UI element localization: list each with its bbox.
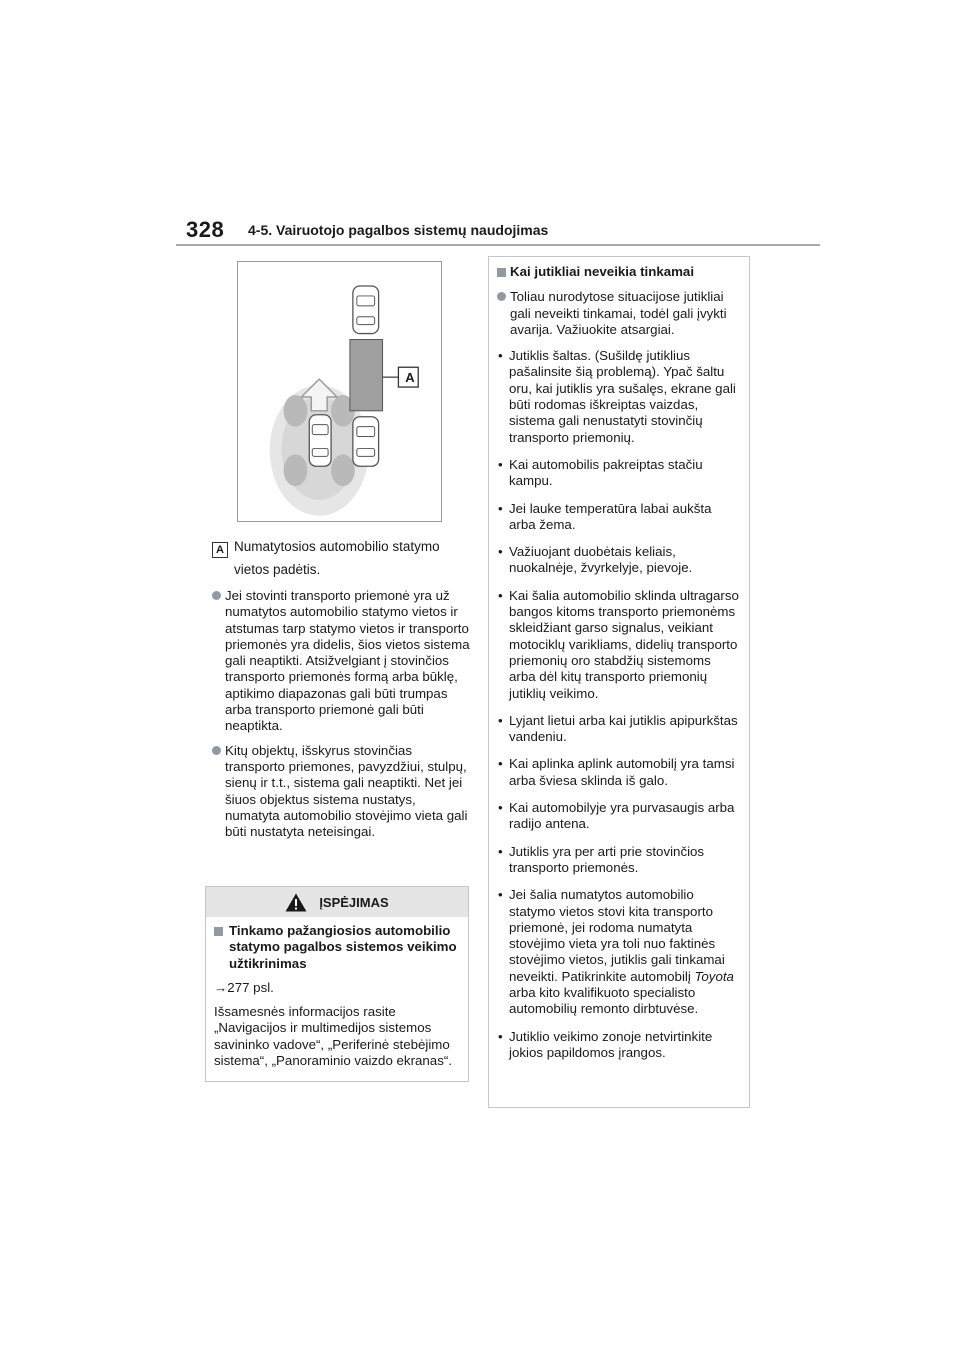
list-item: • Važiuojant duobėtais keliais, nuokalnėje, žvyrkelyje, pievoje.: [498, 544, 693, 576]
brand-name: Toyota: [694, 968, 734, 984]
left-bullet-list: [212, 588, 470, 848]
list-item: • Jutiklio veikimo zonoje netvirtinkite jokios papildomos įrangos.: [498, 1028, 713, 1060]
square-bullet-icon: [214, 927, 223, 936]
box-intro: Toliau nurodytose situacijose jutikliai gali neveikti tinkamai, todėl gali įvykti avarija. Važiuokite atsargiai.: [497, 289, 739, 338]
warning-box: [205, 886, 469, 1082]
list-item: • Jutiklis šaltas. (Sušildę jutiklius pašalinsite šią problemą). Ypač šaltu oru, kai jutiklis yra sušalęs, ekrane gali būti rodomas iškreiptas vaizdas, sistema gali nenustatyti stovinčių transporto priemonių.: [498, 348, 736, 445]
list-item: • Kai automobilyje yra purvasaugis arba radijo antena.: [498, 800, 735, 832]
figure-caption: [212, 535, 470, 581]
page-reference: →277 psl.: [214, 979, 274, 995]
box-heading: Kai jutikliai neveikia tinkamai: [497, 264, 739, 280]
bullet-dot-icon: [497, 292, 506, 301]
page-number: 328: [186, 217, 225, 242]
list-item: Kitų objektų, išskyrus stovinčias transporto priemones, pavyzdžiui, stulpų, sienų ir t.t., sistema gali neaptikti. Net jei šiuos objektus sistema nustatys, numatyta automobilio stovėjimo vieta gali būti nustatyta neteisingai.: [212, 743, 470, 841]
list-item: • Kai aplinka aplink automobilį yra tamsi arba šviesa sklinda iš galo.: [498, 756, 735, 788]
list-item: Jei stovinti transporto priemonė yra už numatytos automobilio statymo vietos ir atstumas tarp statymo vietos ir transporto priemonės yra didelis, šios vietos sistema gali neaptikti. Atsižvelgiant į stovinčios transporto priemonės formą arba būklę, aptikimo diapazonas gali būti trumpas arba transporto priemonė gali būti neaptikta.: [212, 588, 470, 735]
bullet-dot-icon: [212, 591, 221, 600]
list-item: • Lyjant lietui arba kai jutiklis apipurkštas vandeniu.: [498, 712, 738, 745]
bullet-dot-icon: [212, 746, 221, 755]
list-item: • Jei lauke temperatūra labai aukšta arba žema.: [498, 500, 712, 532]
list-item: • Kai automobilis pakreiptas stačiu kampu.: [498, 456, 703, 489]
warning-header: [206, 887, 468, 917]
page-header: [0, 0, 960, 250]
warning-title: ĮSPĖJIMAS: [319, 894, 389, 910]
caption-line-1: Numatytosios automobilio statymo: [234, 539, 440, 554]
warning-heading: Tinkamo pažangiosios automobilio statymo pagalbos sistemos veikimo užtikrinimas: [214, 923, 458, 972]
list-item: • Jutiklis yra per arti prie stovinčios transporto priemonės.: [498, 843, 705, 875]
square-bullet-icon: [497, 268, 506, 277]
list-item: • Kai šalia automobilio sklinda ultragarso bangos kitoms transporto priemonėms skleidžiant garso signalus, veikiant motociklų varikliams, didelių transporto priemonių oro stabdžių sistemoms arba dėl kitų transporto priemonių jutiklių veikimo.: [498, 587, 739, 701]
warning-body: [206, 917, 468, 1081]
sensor-info-box: [488, 256, 750, 1108]
warning-triangle-icon: [285, 893, 307, 912]
caption-badge: A: [212, 542, 228, 558]
figure-label-a: A: [405, 370, 415, 385]
section-title: 4-5. Vairuotojo pagalbos sistemų naudojimas: [248, 222, 549, 238]
list-item: • Jei šalia numatytos automobilio statymo vietos stovi kita transporto priemonė, jei rodoma numatyta stovėjimo vieta yra toli nuo faktinės stovėjimo vietos, jutiklis gali tinkamai neveikti. Patikrinkite automobilį Toyota arba kito kvalifikuoto specialisto automobilių remonto dirbtuvėse.: [498, 887, 734, 1017]
caption-line-2: vietos padėtis.: [234, 562, 321, 577]
warning-text: Išsamesnės informacijos rasite „Navigacijos ir multimedijos sistemos savininko vadove“, „Periferinė stebėjimo sistema“, „Panoraminio vaizdo ekranas“.: [214, 1004, 452, 1069]
header-divider: [176, 244, 820, 246]
parking-diagram: [237, 261, 442, 522]
